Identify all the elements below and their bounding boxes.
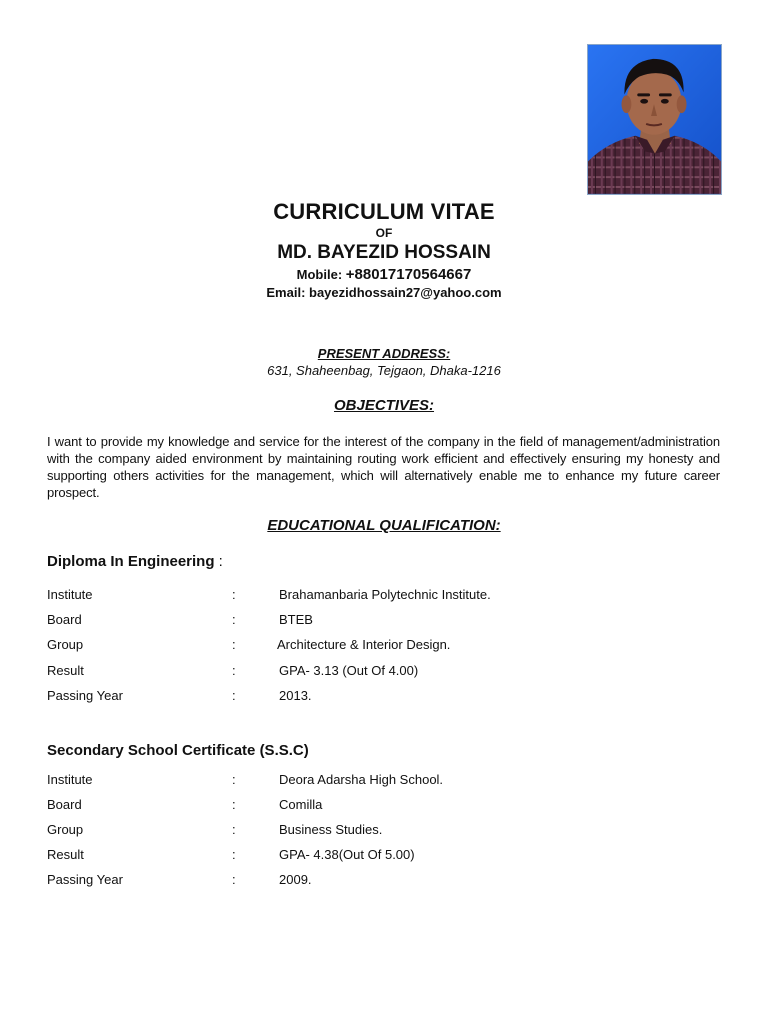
row-value: Brahamanbaria Polytechnic Institute. [279,587,491,602]
address-text: 631, Shaheenbag, Tejgaon, Dhaka-1216 [267,363,501,378]
row-value: Deora Adarsha High School. [279,772,444,787]
row-value: Comilla [279,797,323,812]
table-row [47,822,727,842]
row-label: Result [47,663,84,678]
section-title-text: Diploma In Engineering [47,553,215,570]
row-separator: : [232,688,236,703]
section-title-colon: : [214,553,223,570]
document-title: CURRICULUM VITAE [273,199,495,224]
education-heading: EDUCATIONAL QUALIFICATION: [267,517,501,534]
mobile-number: +88017170564667 [345,266,472,283]
row-value: 2013. [279,688,312,703]
row-label: Group [47,637,84,652]
row-separator: : [232,872,236,887]
row-label: Board [47,797,82,812]
row-value: GPA- 4.38(Out Of 5.00) [279,847,415,862]
objectives-text: I want to provide my knowledge and service for the interest of the company in the field of management/administration with the company aided environment by maintaining routing work efficient and effectively ensuring my honesty and supporting others activities for the management, which will alternatively enable me to enhance my future career prospect. [47,434,720,500]
row-separator: : [232,772,236,787]
row-separator: : [232,797,236,812]
row-value: Architecture & Interior Design. [277,637,451,652]
mobile-label: Mobile: [296,267,346,282]
profile-photo [587,44,722,195]
table-row [47,872,727,892]
row-label: Result [47,847,84,862]
table-row [47,772,727,792]
table-row [47,612,727,632]
table-row [47,847,727,867]
row-label: Board [47,612,82,627]
address-heading: PRESENT ADDRESS: [317,346,451,361]
title-of: OF [375,226,393,240]
row-label: Group [47,822,84,837]
row-separator: : [232,612,236,627]
row-label: Passing Year [47,688,123,703]
row-label: Passing Year [47,872,123,887]
row-separator: : [232,822,236,837]
row-value: Business Studies. [279,822,383,837]
table-row [47,688,727,708]
row-label: Institute [47,587,93,602]
row-value: BTEB [279,612,313,627]
row-separator: : [232,663,236,678]
row-separator: : [232,587,236,602]
table-row [47,587,727,607]
row-separator: : [232,847,236,862]
row-label: Institute [47,772,93,787]
row-value: GPA- 3.13 (Out Of 4.00) [279,663,419,678]
table-row [47,797,727,817]
row-value: 2009. [279,872,312,887]
section-title-diploma [47,553,223,570]
email-line: Email: bayezidhossain27@yahoo.com [266,285,502,300]
candidate-name: MD. BAYEZID HOSSAIN [277,242,491,263]
objectives-heading: OBJECTIVES: [333,397,435,414]
portrait-image [588,45,721,194]
table-row [47,637,727,657]
table-row [47,663,727,683]
section-title-ssc [47,742,309,759]
section-title-text: Secondary School Certificate (S.S.C) [47,742,309,759]
mobile-line [0,266,768,283]
row-separator: : [232,637,236,652]
